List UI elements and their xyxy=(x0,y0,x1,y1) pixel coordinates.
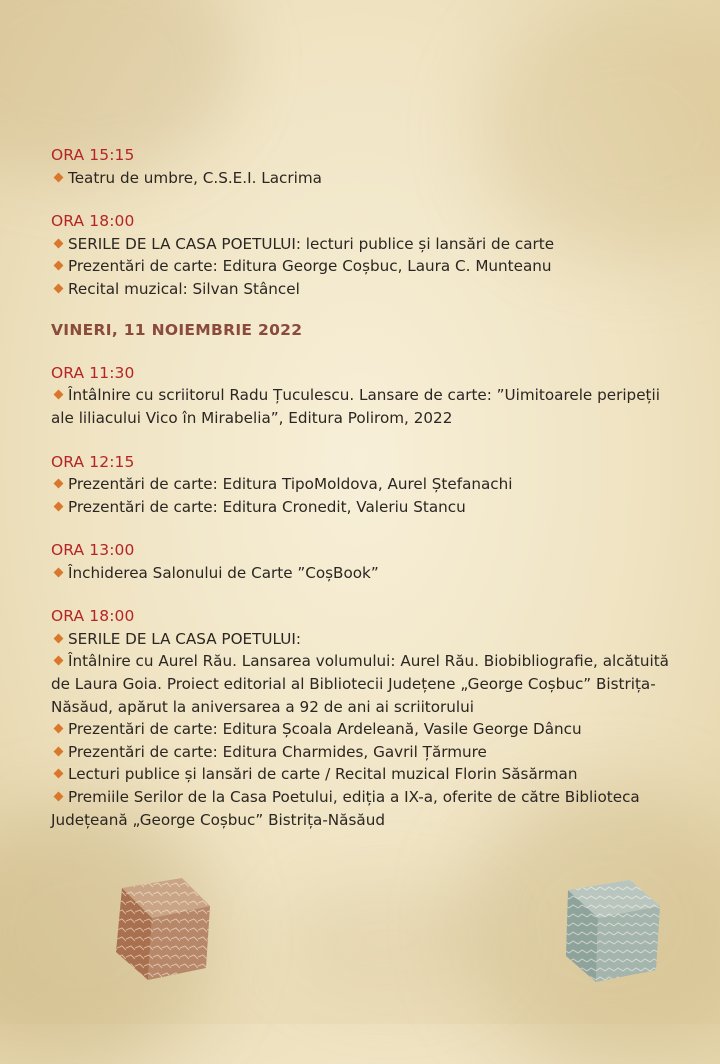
diamond-bullet-icon xyxy=(54,792,64,802)
schedule-block xyxy=(51,451,681,519)
program-item: Întâlnire cu Aurel Rău. Lansarea volumului: Aurel Rău. Biobibliografie, alcătuită de Laura Goia. Proiect editorial al Bibliotecii Județene „George Coșbuc” Bistrița-Năsăud, apărut la aniversarea a 92 de ani ai scriitorului xyxy=(51,652,669,716)
diamond-bullet-icon xyxy=(54,724,64,734)
program-item: Prezentări de carte: Editura TipoMoldova, Aurel Ștefanachi xyxy=(51,473,681,496)
blue-cube-icon xyxy=(560,876,666,988)
diamond-bullet-icon xyxy=(54,746,64,756)
program-item: Premiile Serilor de la Casa Poetului, ediția a IX-a, oferite de către Biblioteca Județeană „George Coșbuc” Bistrița-Năsăud xyxy=(51,788,640,829)
program-item: Prezentări de carte: Editura Școala Ardeleană, Vasile George Dâncu xyxy=(51,718,681,741)
program-item: Teatru de umbre, C.S.E.I. Lacrima xyxy=(51,167,681,190)
diamond-bullet-icon xyxy=(54,238,64,248)
time-label: ORA 18:00 xyxy=(51,212,135,231)
program-item: Recital muzical: Silvan Stâncel xyxy=(51,278,681,301)
program-item: Lecturi publice și lansări de carte / Recital muzical Florin Săsărman xyxy=(51,763,681,786)
time-label: ORA 13:00 xyxy=(51,541,135,560)
time-label: ORA 11:30 xyxy=(51,363,135,382)
diamond-bullet-icon xyxy=(54,390,64,400)
program-item: Închiderea Salonului de Carte ”CoșBook” xyxy=(51,562,681,585)
time-label: ORA 15:15 xyxy=(51,146,135,164)
diamond-bullet-icon xyxy=(54,769,64,779)
program-item: Prezentări de carte: Editura George Coșbuc, Laura C. Munteanu xyxy=(51,255,681,278)
diamond-bullet-icon xyxy=(54,479,64,489)
program-item: SERILE DE LA CASA POETULUI: xyxy=(51,628,681,651)
diamond-bullet-icon xyxy=(54,261,64,271)
time-label: ORA 12:15 xyxy=(51,452,135,471)
paper-stain xyxy=(280,880,500,1000)
program-item: SERILE DE LA CASA POETULUI: lecturi publice și lansări de carte xyxy=(51,233,681,256)
diamond-bullet-icon xyxy=(54,633,64,643)
diamond-bullet-icon xyxy=(54,172,64,182)
schedule-block xyxy=(51,362,681,430)
time-label: ORA 18:00 xyxy=(51,607,135,626)
brown-cube-icon xyxy=(108,872,214,984)
schedule-block xyxy=(51,144,681,189)
diamond-bullet-icon xyxy=(54,501,64,511)
schedule-block xyxy=(51,210,681,300)
diamond-bullet-icon xyxy=(54,656,64,666)
program-item: Prezentări de carte: Editura Cronedit, Valeriu Stancu xyxy=(51,496,681,519)
diamond-bullet-icon xyxy=(54,283,64,293)
day-heading: VINERI, 11 NOIEMBRIE 2022 xyxy=(51,321,303,340)
schedule-block xyxy=(51,539,681,584)
program-item: Întâlnire cu scriitorul Radu Țuculescu. Lansare de carte: ”Uimitoarele peripeții ale liliacului Vico în Mirabelia”, Editura Polirom, 2022 xyxy=(51,386,660,427)
schedule-block xyxy=(51,605,681,831)
diamond-bullet-icon xyxy=(54,567,64,577)
program-content xyxy=(51,144,681,852)
program-item: Prezentări de carte: Editura Charmides, Gavril Țărmure xyxy=(51,741,681,764)
